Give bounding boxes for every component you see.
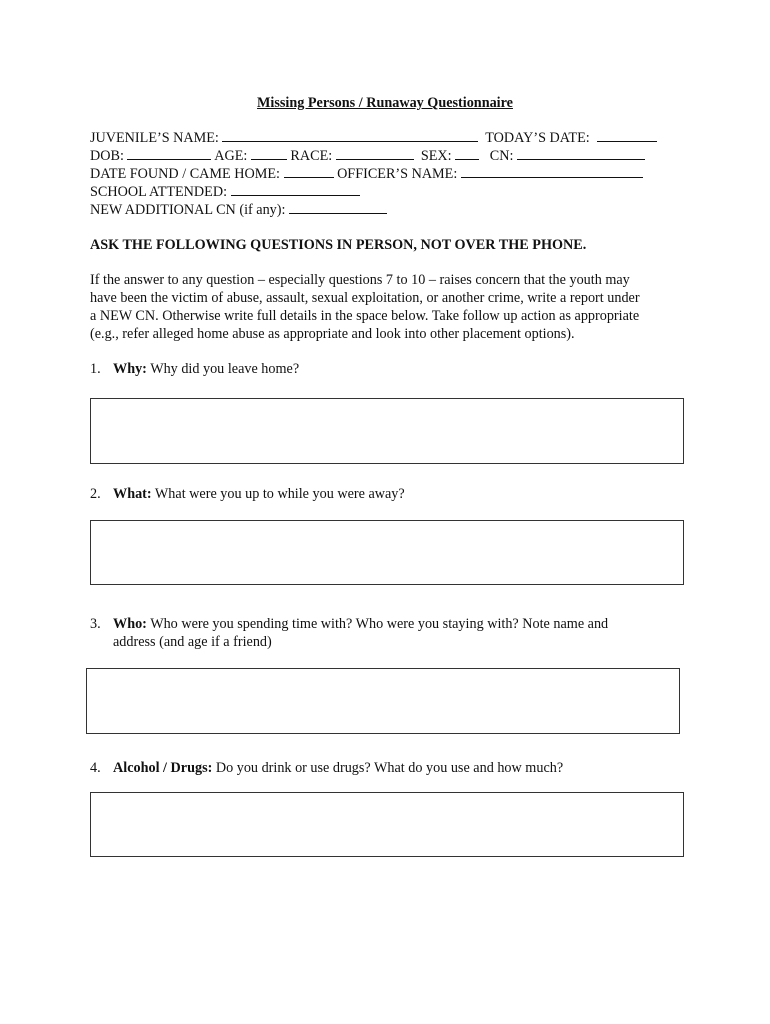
question-2-text xyxy=(113,485,405,503)
instruction-heading: ASK THE FOLLOWING QUESTIONS IN PERSON, NOT OVER THE PHONE. xyxy=(90,237,587,253)
date-found-label: DATE FOUND / CAME HOME: xyxy=(90,166,280,182)
question-1-answer-box[interactable] xyxy=(90,398,684,464)
age-blank[interactable] xyxy=(251,146,287,160)
row-school xyxy=(90,182,360,201)
question-3-prompt: Who were you spending time with? Who were you staying with? Note name and xyxy=(146,616,609,632)
school-label: SCHOOL ATTENDED: xyxy=(90,184,228,200)
dob-blank[interactable] xyxy=(127,146,211,160)
juvenile-name-label: JUVENILE’S NAME: xyxy=(90,130,219,146)
sex-blank[interactable] xyxy=(455,146,479,160)
date-found-blank[interactable] xyxy=(284,164,334,178)
officer-name-label: OFFICER’S NAME: xyxy=(337,166,458,182)
question-3-label: Who: xyxy=(113,616,147,632)
document-title: Missing Persons / Runaway Questionnaire xyxy=(257,95,513,111)
question-3-text-continued: address (and age if a friend) xyxy=(113,634,272,650)
question-3-number: 3. xyxy=(90,616,101,632)
new-cn-label: NEW ADDITIONAL CN (if any): xyxy=(90,202,286,218)
question-2-label: What: xyxy=(113,486,152,502)
cn-blank[interactable] xyxy=(517,146,645,160)
question-1-label: Why: xyxy=(113,361,147,377)
question-4-number: 4. xyxy=(90,760,101,776)
age-label: AGE: xyxy=(214,148,248,164)
question-1-prompt: Why did you leave home? xyxy=(146,361,300,377)
instruction-line-4: (e.g., refer alleged home abuse as appropriate and look into other placement options). xyxy=(90,326,575,342)
instruction-line-2: have been the victim of abuse, assault, sexual exploitation, or another crime, write a report under xyxy=(90,290,640,306)
dob-label: DOB: xyxy=(90,148,124,164)
row-new-cn xyxy=(90,200,387,219)
question-2-prompt: What were you up to while you were away? xyxy=(151,486,405,502)
question-1-text xyxy=(113,360,299,378)
todays-date-label: TODAY’S DATE: xyxy=(485,130,590,146)
question-2-number: 2. xyxy=(90,486,101,502)
question-4-answer-box[interactable] xyxy=(90,792,684,857)
row-juvenile-name xyxy=(90,128,657,147)
school-blank[interactable] xyxy=(231,182,360,196)
question-1-number: 1. xyxy=(90,361,101,377)
instruction-line-1: If the answer to any question – especially questions 7 to 10 – raises concern that the youth may xyxy=(90,272,630,288)
new-cn-blank[interactable] xyxy=(289,200,387,214)
row-date-found xyxy=(90,164,643,183)
instruction-line-3: a NEW CN. Otherwise write full details in the space below. Take follow up action as appropriate xyxy=(90,308,640,324)
question-4-text xyxy=(113,759,563,777)
officer-name-blank[interactable] xyxy=(461,164,643,178)
juvenile-name-blank[interactable] xyxy=(222,128,478,142)
race-blank[interactable] xyxy=(336,146,414,160)
question-4-label: Alcohol / Drugs: xyxy=(113,760,213,776)
sex-label: SEX: xyxy=(420,148,452,164)
question-4-prompt: Do you drink or use drugs? What do you use and how much? xyxy=(212,760,564,776)
question-3-text xyxy=(113,615,608,633)
cn-label: CN: xyxy=(489,148,514,164)
race-label: RACE: xyxy=(290,148,333,164)
question-3-answer-box[interactable] xyxy=(86,668,680,734)
question-2-answer-box[interactable] xyxy=(90,520,684,585)
todays-date-blank[interactable] xyxy=(597,128,657,142)
row-dob xyxy=(90,146,645,165)
